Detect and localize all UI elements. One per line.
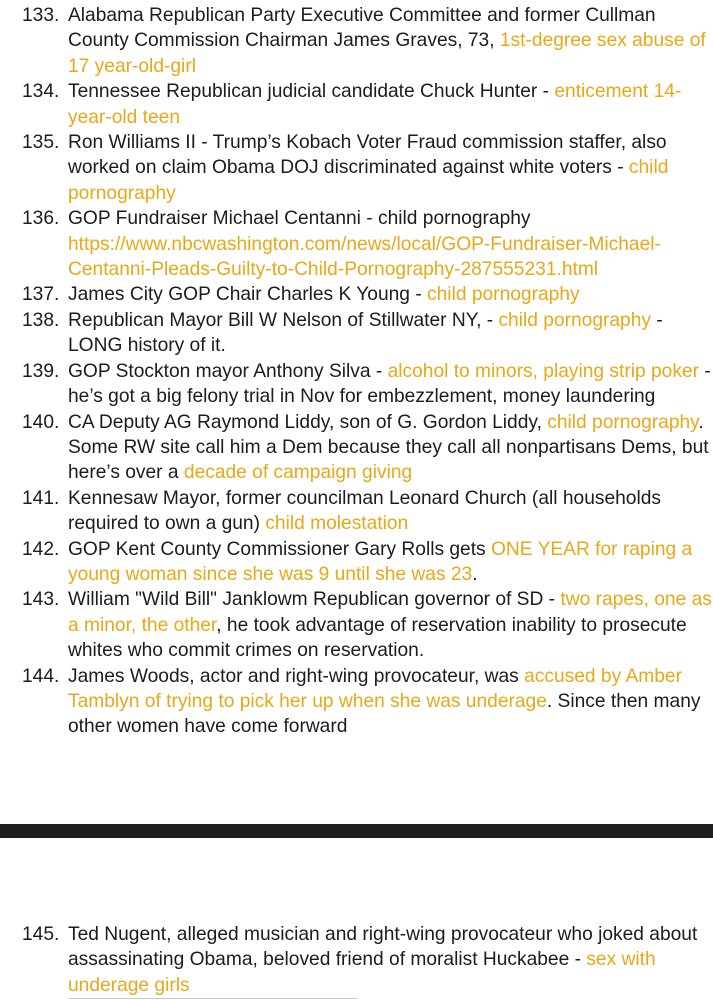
- item-text: CA Deputy AG Raymond Liddy, son of G. Gordon Liddy,: [68, 411, 548, 433]
- list-item: [0, 359, 713, 410]
- item-text: .: [472, 563, 478, 585]
- item-text: . Since then many other women have come forward: [68, 690, 701, 738]
- item-link[interactable]: alcohol to minors, playing strip poker: [387, 360, 700, 382]
- item-number: 136.: [22, 208, 60, 230]
- item-text: GOP Kent County Commissioner Gary Rolls gets: [68, 538, 491, 560]
- item-number: 141.: [22, 487, 60, 509]
- item-link[interactable]: sex with underage girls: [68, 949, 656, 996]
- item-number: 145.: [22, 924, 60, 945]
- list-item: [0, 79, 713, 130]
- item-text: William "Wild Bill" Janklowm Republican governor of SD -: [68, 589, 561, 611]
- item-number: 143.: [22, 589, 60, 611]
- item-link[interactable]: child molestation: [265, 513, 409, 535]
- item-text: Republican Mayor Bill W Nelson of Stillwater NY, -: [68, 309, 499, 331]
- item-text: GOP Stockton mayor Anthony Silva -: [68, 360, 388, 382]
- list-item: [0, 922, 713, 998]
- item-link[interactable]: child pornography: [498, 309, 651, 331]
- item-text: - he’s got a big felony trial in Nov for embezzlement, money laundering: [68, 360, 711, 408]
- item-text: James City GOP Chair Charles K Young -: [68, 284, 428, 306]
- item-number: 142.: [22, 538, 60, 560]
- item-text: GOP Fundraiser Michael Centanni - child pornography: [68, 208, 531, 230]
- list-item: [0, 537, 713, 588]
- list-item: [0, 130, 713, 206]
- item-link[interactable]: 1st-degree sex abuse of 17 year-old-girl: [68, 30, 706, 77]
- item-number: 134.: [22, 81, 60, 103]
- item-number: 139.: [22, 360, 60, 382]
- item-number: 138.: [22, 309, 60, 331]
- list-item: [0, 282, 713, 307]
- item-link[interactable]: two rapes, one as a minor, the other: [68, 589, 712, 636]
- item-link[interactable]: child pornography: [547, 411, 699, 433]
- item-number: 140.: [22, 411, 60, 433]
- list-item: [0, 664, 713, 740]
- page-divider: [0, 824, 713, 838]
- item-link[interactable]: child pornography: [427, 284, 580, 306]
- item-text: . Some RW site call him a Dem because they call all nonpartisans Dems, but here’s over a: [68, 411, 709, 484]
- separator-line: [68, 998, 358, 999]
- item-text: , he took advantage of reservation inability to prosecute whites who commit crimes on reservation.: [68, 614, 687, 662]
- item-link[interactable]: https://www.nbcwashington.com/news/local/GOP-Fundraiser-Michael-Centanni-Pleads-Guilty-to-Child-Pornography-287555231.html: [68, 233, 661, 281]
- item-text: James Woods, actor and right-wing provocateur, was: [68, 665, 525, 687]
- list-item: [0, 308, 713, 359]
- item-text: Alabama Republican Party Executive Committee and former Cullman County Commission Chairman James Graves, 73,: [68, 5, 656, 52]
- item-link[interactable]: accused by Amber Tamblyn of trying to pick her up when she was underage: [68, 665, 682, 712]
- list-item: [0, 486, 713, 537]
- numbered-list: [0, 922, 713, 998]
- item-text: Ted Nugent, alleged musician and right-wing provocateur who joked about assassinating Obama, beloved friend of moralist Huckabee -: [68, 924, 698, 971]
- item-number: 137.: [22, 284, 60, 306]
- item-number: 133.: [22, 5, 60, 26]
- item-text: Ron Williams II - Trump’s Kobach Voter Fraud commission staffer, also worked on claim Obama DOJ discriminated against white voters -: [68, 132, 667, 179]
- document-page-bottom: [0, 838, 713, 1000]
- item-link[interactable]: enticement 14-year-old teen: [68, 81, 682, 128]
- list-item: [0, 3, 713, 79]
- item-text: Tennessee Republican judicial candidate Chuck Hunter -: [68, 81, 555, 103]
- list-item: [0, 206, 713, 282]
- item-text: Kennesaw Mayor, former councilman Leonard Church (all households required to own a gun): [68, 487, 661, 535]
- numbered-list: [0, 3, 713, 740]
- item-number: 135.: [22, 132, 60, 154]
- list-item: [0, 587, 713, 663]
- item-link[interactable]: decade of campaign giving: [183, 462, 413, 484]
- list-item: [0, 410, 713, 486]
- item-link[interactable]: child pornography: [68, 157, 669, 204]
- item-link[interactable]: ONE YEAR for raping a young woman since she was 9 until she was 23: [68, 538, 693, 585]
- item-number: 144.: [22, 665, 60, 687]
- item-text: - LONG history of it.: [68, 309, 663, 357]
